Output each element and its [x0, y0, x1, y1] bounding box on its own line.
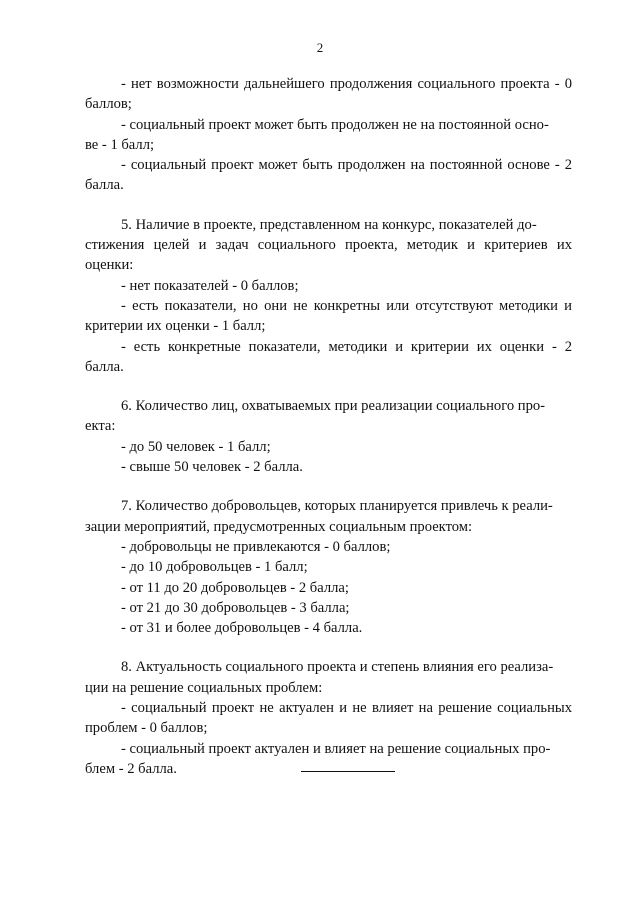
- criterion-option: - до 50 человек - 1 балл;: [121, 438, 271, 455]
- criterion-option: - от 31 и более добровольцев - 4 балла.: [121, 620, 363, 637]
- criterion-option: - есть показатели, но они не конкретны или отсутствуют методики и критерии их оценки - 1 балл;: [85, 297, 572, 335]
- criterion-option: - нет показателей - 0 баллов;: [121, 277, 299, 294]
- criterion-option: - социальный проект не актуален и не влияет на решение социальных проблем - 0 баллов;: [85, 700, 572, 737]
- section-criterion-7: [85, 496, 572, 638]
- section-criterion-5: [85, 215, 572, 377]
- criterion-option: - социальный проект может быть продолжен на постоянной основе - 2 балла.: [85, 157, 572, 194]
- criterion-option: - свыше 50 человек - 2 балла.: [121, 459, 303, 476]
- criterion-heading: 8. Актуальность социального проекта и степень влияния его реализа- ции на решение социальных проблем:: [85, 659, 554, 696]
- criterion-heading: 6. Количество лиц, охватываемых при реализации социального про- екта:: [85, 398, 546, 435]
- criterion-heading: 7. Количество добровольцев, которых планируется привлечь к реали- зации мероприятий, предусмотренных социальным проектом:: [85, 498, 553, 535]
- criterion-option: - социальный проект актуален и влияет на решение социальных про- блем - 2 балла.: [85, 740, 551, 777]
- criterion-option: - добровольцы не привлекаются - 0 баллов;: [121, 538, 391, 555]
- criterion-option: - социальный проект может быть продолжен не на постоянной осно- ве - 1 балл;: [85, 116, 549, 153]
- criterion-option: - нет возможности дальнейшего продолжения социального проекта - 0 баллов;: [85, 76, 572, 113]
- criterion-option: - есть конкретные показатели, методики и критерии их оценки - 2 балла.: [85, 338, 572, 375]
- criterion-option: - от 11 до 20 добровольцев - 2 балла;: [121, 579, 349, 596]
- criterion-heading: 5. Наличие в проекте, представленном на конкурс, показателей до- стижения целей и задач социального проекта, методик и критериев их оценки:: [85, 216, 572, 274]
- end-divider-line: [301, 771, 395, 772]
- criterion-option: - от 21 до 30 добровольцев - 3 балла;: [121, 599, 350, 616]
- criterion-option: - до 10 добровольцев - 1 балл;: [121, 559, 308, 576]
- section-criterion-6: [85, 396, 572, 477]
- section-criterion-8: [85, 657, 572, 779]
- document-body: [85, 74, 572, 798]
- page-number: 2: [316, 40, 324, 55]
- section-continuation: [85, 74, 572, 196]
